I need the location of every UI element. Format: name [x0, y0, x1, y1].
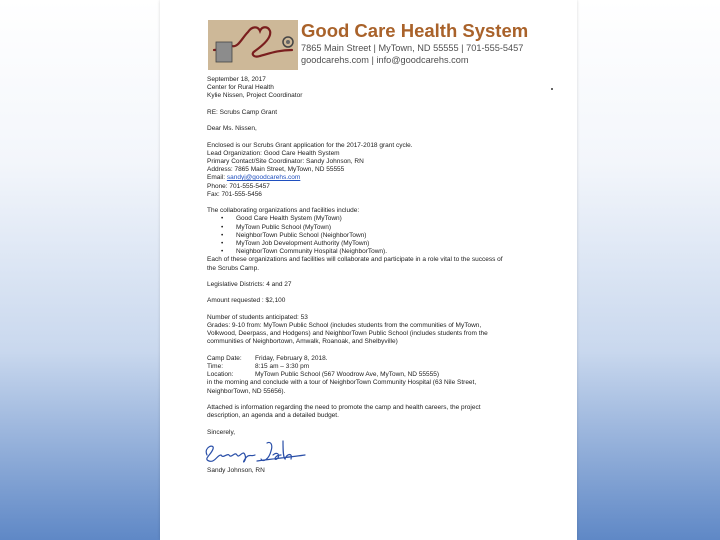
- grades-line-1: Grades: 9-10 from: MyTown Public School (includes students from the communities of MyTown,: [207, 321, 482, 329]
- collaborators-outro-cont: the Scrubs Camp.: [207, 264, 260, 272]
- contact-email-row: [207, 174, 552, 182]
- signer-name: Sandy Johnson, RN: [207, 466, 265, 474]
- email-label: Email:: [207, 174, 226, 182]
- org-web-line: goodcarehs.com | info@goodcarehs.com: [301, 55, 469, 65]
- letter-page: [160, 0, 577, 540]
- list-item: • Good Care Health System (MyTown): [221, 215, 552, 223]
- attached-line-1: Attached is information regarding the need to promote the camp and health careers, the project: [207, 403, 481, 411]
- location-line-3: NeighborTown, ND 55656).: [207, 387, 286, 395]
- handwritten-signature: [207, 437, 552, 467]
- contact-phone: Phone: 701-555-5457: [207, 182, 270, 190]
- letter-body: [207, 76, 552, 475]
- legislative-districts: Legislative Districts: 4 and 27: [207, 281, 292, 288]
- org-name: Good Care Health System: [301, 20, 529, 41]
- subject-line: RE: Scrubs Camp Grant: [207, 108, 278, 116]
- camp-time-value: 8:15 am – 3:30 pm: [255, 362, 310, 370]
- location-line-2: in the morning and conclude with a tour of NeighborTown Community Hospital (63 Nile Street,: [207, 379, 477, 387]
- primary-contact: Primary Contact/Site Coordinator: Sandy Johnson, RN: [207, 157, 364, 165]
- list-item: • MyTown Job Development Authority (MyTown): [221, 240, 552, 248]
- amount-requested: Amount requested : $2,100: [207, 297, 286, 305]
- recipient-name: Kylie Nissen, Project Coordinator: [207, 92, 303, 100]
- recipient-org: Center for Rural Health: [207, 84, 274, 92]
- list-item: • NeighborTown Public School (NeighborTown): [221, 232, 552, 240]
- letter-date: September 18, 2017: [207, 76, 266, 83]
- collaborators-outro: Each of these organizations and facilities will collaborate and participate in a role vital to the success of: [207, 256, 503, 264]
- grades-line-3: communities of Neighbortown, Amwalk, Roanoak, and Shelbyville): [207, 338, 398, 346]
- camp-time-row: [207, 363, 552, 371]
- intro-paragraph: Enclosed is our Scrubs Grant application for the 2017-2018 grant cycle.: [207, 141, 413, 149]
- camp-date-label: Camp Date:: [207, 354, 242, 362]
- contact-address: Address: 7865 Main Street, MyTown, ND 55555: [207, 166, 345, 174]
- camp-location-row: [207, 371, 552, 379]
- camp-date-value: Friday, February 8, 2018.: [255, 354, 328, 362]
- list-item: • NeighborTown Community Hospital (NeighborTown).: [221, 248, 552, 256]
- salutation: Dear Ms. Nissen,: [207, 125, 257, 133]
- heart-stethoscope-logo: [208, 20, 298, 70]
- attached-line-2: description, an agenda and a detailed budget.: [207, 412, 339, 420]
- org-address-line: 7865 Main Street | MyTown, ND 55555 | 701-555-5457: [301, 43, 524, 53]
- list-item: • MyTown Public School (MyTown): [221, 224, 552, 232]
- students-anticipated: Number of students anticipated: 53: [207, 313, 308, 321]
- closing: Sincerely,: [207, 428, 236, 436]
- contact-fax: Fax: 701-555-5456: [207, 190, 262, 198]
- collaborators-intro: The collaborating organizations and facilities include:: [207, 207, 360, 215]
- lead-organization: Lead Organization: Good Care Health System: [207, 149, 340, 157]
- camp-location-label: Location:: [207, 371, 234, 379]
- camp-date-row: [207, 355, 552, 363]
- camp-time-label: Time:: [207, 362, 224, 370]
- email-link[interactable]: sandyj@goodcarehs.com: [226, 174, 301, 182]
- grades-line-2: Volkwood, Deerpass, and Hodgens) and NeighborTown Public School (includes students from the: [207, 330, 488, 338]
- camp-location-value: MyTown Public School (567 Woodrow Ave, MyTown, ND 55555): [255, 371, 440, 379]
